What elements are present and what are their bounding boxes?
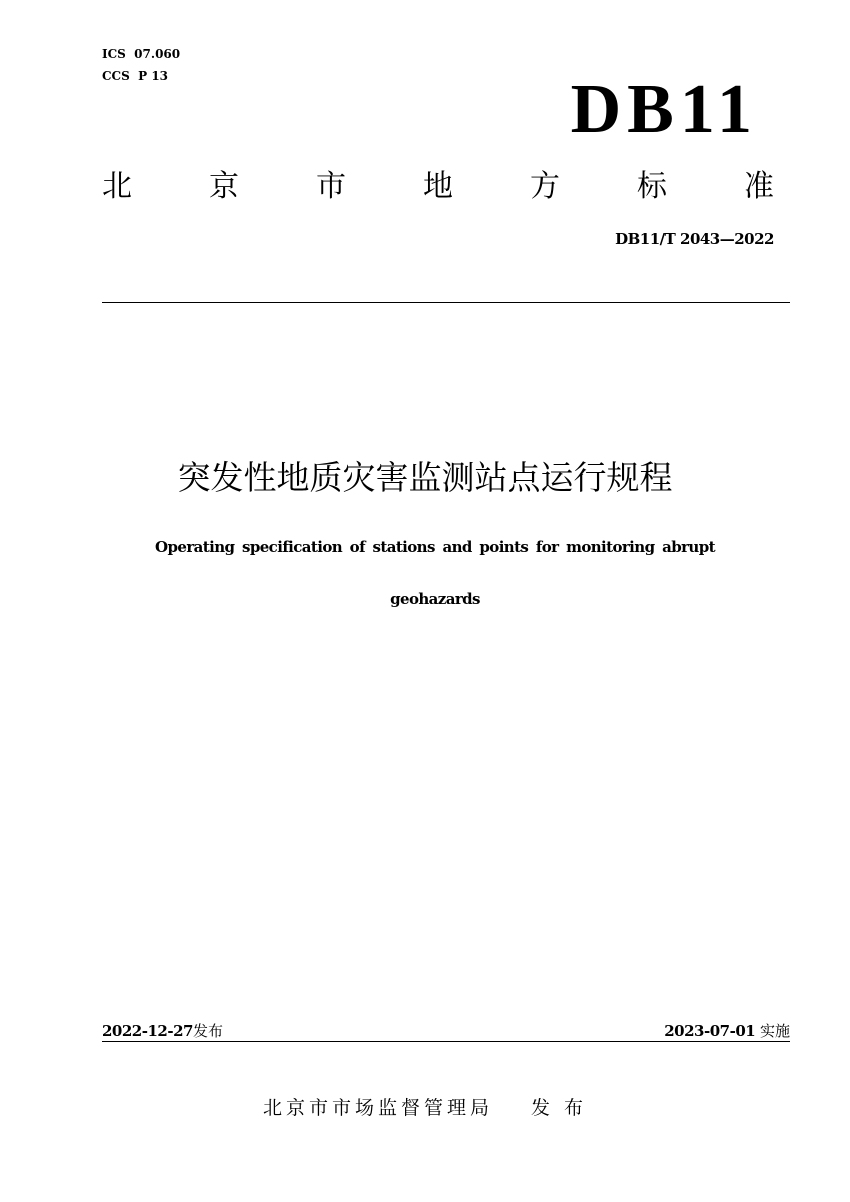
- classification-codes: [102, 43, 180, 87]
- publish-date: 2022-12-27: [102, 1022, 193, 1040]
- db-logo: DB11: [570, 71, 758, 148]
- standard-number: DB11/T 2043—2022: [615, 230, 774, 248]
- date-row: [102, 1017, 790, 1042]
- issuer-name: 北京市市场监督管理局: [262, 1097, 493, 1119]
- publish-label: 发布: [192, 1022, 223, 1040]
- document-title-cn: 突发性地质灾害监测站点运行规程: [177, 458, 673, 497]
- publish-date-group: [102, 1020, 223, 1041]
- standard-type-char: 市: [316, 169, 346, 204]
- standard-type-char: 北: [102, 169, 132, 204]
- standard-type-char: 京: [209, 169, 239, 204]
- standard-type-char: 标: [637, 169, 667, 204]
- implement-date-group: [664, 1020, 790, 1041]
- standard-type-char: 方: [530, 169, 560, 204]
- title-en-line: Operating specification of stations and points for monitoring abrupt: [155, 538, 715, 556]
- document-title-en: [70, 521, 800, 625]
- standard-type-char: 地: [423, 169, 453, 204]
- implement-label: 实施: [759, 1022, 790, 1040]
- ics-code: ICS 07.060: [102, 47, 181, 61]
- issuer-action: 发 布: [530, 1097, 588, 1119]
- implement-date: 2023-07-01: [664, 1022, 756, 1040]
- title-en-line: geohazards: [390, 590, 480, 608]
- ccs-code: CCS P 13: [102, 69, 169, 83]
- standard-type: [102, 165, 774, 209]
- standard-type-char: 准: [744, 169, 774, 204]
- header-divider: [102, 302, 790, 303]
- issuer-line: [0, 1093, 850, 1120]
